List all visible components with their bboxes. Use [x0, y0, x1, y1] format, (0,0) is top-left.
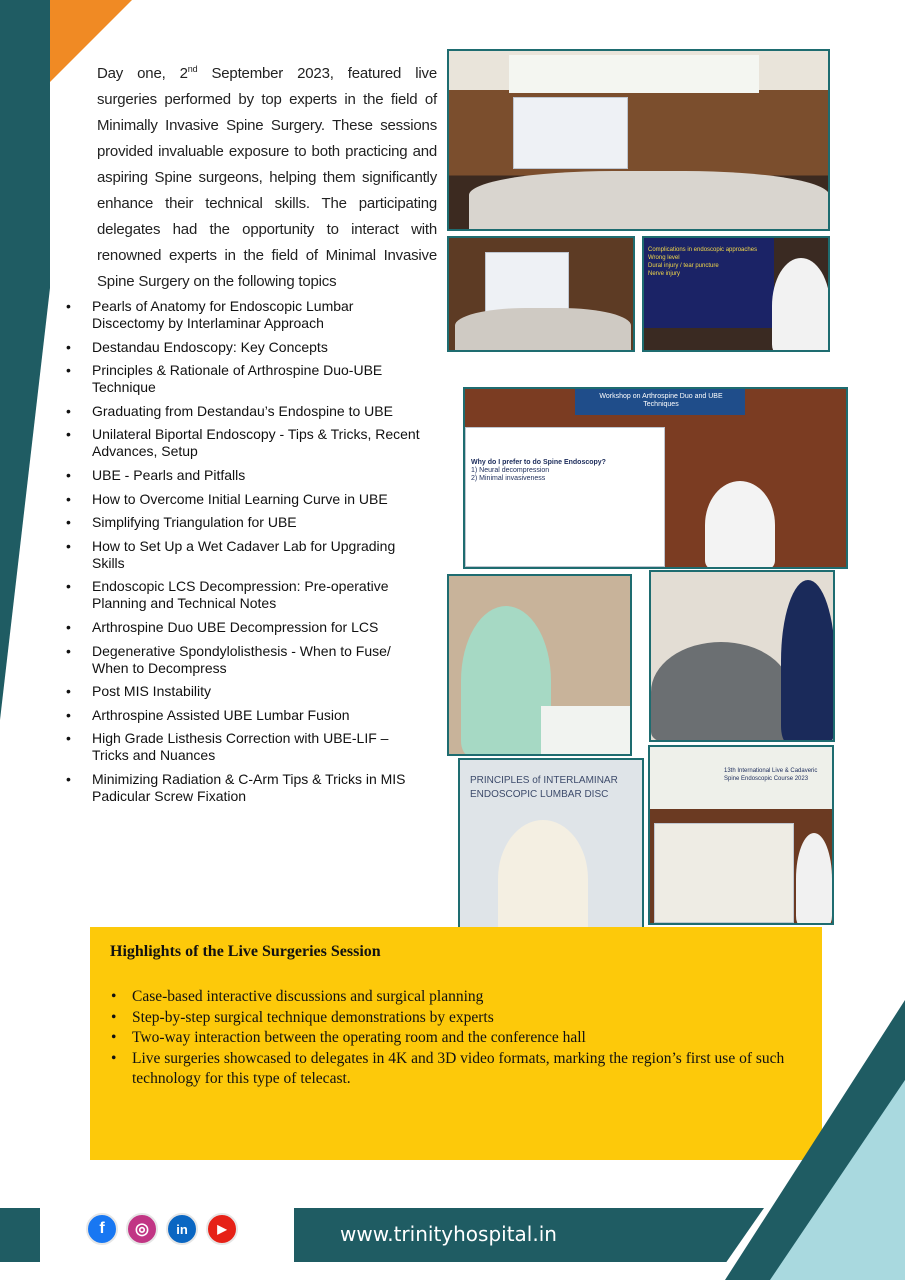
- topic-item: • Arthrospine Assisted UBE Lumbar Fusion: [66, 707, 426, 724]
- course-banner: [509, 55, 759, 93]
- highlight-item: • Live surgeries showcased to delegates in 4K and 3D video formats, marking the region’s first use of such technology for this type of telecast.: [110, 1049, 810, 1090]
- topic-item: • Degenerative Spondylolisthesis - When to Fuse/ When to Decompress: [66, 643, 426, 677]
- topic-item: • How to Set Up a Wet Cadaver Lab for Upgrading Skills: [66, 538, 426, 572]
- presentation-screen: [513, 97, 628, 169]
- photo-small-hall: [447, 236, 635, 352]
- intro-paragraph: Day one, 2nd September 2023, featured live surgeries performed by top experts in the field of Minimally Invasive Spine Surgery. These sessions provided invaluable exposure to both practicing and aspiring Spine surgeons, helping them significantly enhance their technical skills. The participating delegates had the opportunity to interact with renowned experts in the field of Minimal Invasive Spine Surgery on the following topics: [97, 64, 437, 290]
- highlights-list: [110, 987, 810, 1090]
- speaker-with-mic: [498, 820, 588, 937]
- website-link[interactable]: www.trinityhospital.in: [340, 1222, 557, 1246]
- course-banner-text: 13th International Live & Cadaveric Spine Endoscopic Course 2023: [724, 768, 818, 782]
- highlight-item: • Two-way interaction between the operating room and the conference hall: [110, 1028, 810, 1049]
- topic-item: • High Grade Listhesis Correction with UBE-LIF – Tricks and Nuances: [66, 730, 426, 764]
- photo-speaker-dark-slide: [642, 236, 830, 352]
- topic-item: • Pearls of Anatomy for Endoscopic Lumbar Discectomy by Interlaminar Approach: [66, 298, 426, 332]
- highlights-box: [90, 927, 822, 1160]
- topic-item: • Endoscopic LCS Decompression: Pre-operative Planning and Technical Notes: [66, 578, 426, 612]
- footer-left-block: [0, 1208, 40, 1262]
- speaker: [796, 833, 832, 925]
- topics-list: [66, 298, 426, 812]
- highlights-title: Highlights of the Live Surgeries Session: [110, 943, 381, 960]
- presentation-screen: [654, 823, 794, 923]
- topic-item: • Post MIS Instability: [66, 683, 426, 700]
- photo-podium-speaker: [447, 574, 632, 756]
- audience: [651, 642, 791, 742]
- linkedin-icon[interactable]: in: [166, 1213, 198, 1245]
- audience: [455, 308, 631, 352]
- workshop-banner-text: Workshop on Arthrospine Duo and UBE Techniques: [599, 393, 723, 408]
- decor-teal-left: [0, 0, 50, 720]
- social-links: [86, 1213, 238, 1245]
- podium: [541, 706, 631, 756]
- slide2-text: PRINCIPLES of INTERLAMINAR ENDOSCOPIC LUMBAR DISC: [470, 775, 618, 800]
- slide-text: Why do I prefer to do Spine Endoscopy? 1) Neural decompression 2) Minimal invasiveness: [471, 459, 606, 482]
- photo-speaker-slide: [458, 758, 644, 937]
- instagram-icon[interactable]: ◎: [126, 1213, 158, 1245]
- topic-item: • Destandau Endoscopy: Key Concepts: [66, 339, 426, 356]
- photo-course-banner: [648, 745, 834, 925]
- topic-item: • Minimizing Radiation & C-Arm Tips & Tricks in MIS Padicular Screw Fixation: [66, 771, 426, 805]
- speaker: [772, 258, 830, 352]
- speaker: [705, 481, 775, 569]
- presentation-screen: [485, 252, 569, 312]
- facebook-icon[interactable]: f: [86, 1213, 118, 1245]
- topic-item: • Arthrospine Duo UBE Decompression for LCS: [66, 619, 426, 636]
- topic-item: • Unilateral Biportal Endoscopy - Tips & Tricks, Recent Advances, Setup: [66, 426, 426, 460]
- presentation-screen: [465, 427, 665, 567]
- topic-item: • UBE - Pearls and Pitfalls: [66, 467, 426, 484]
- speaker: [461, 606, 551, 756]
- dark-slide-text: Complications in endoscopic approaches Wrong level Dural injury / tear puncture Nerve injury: [648, 247, 758, 277]
- audience: [469, 171, 829, 231]
- photo-workshop-banner: [463, 387, 848, 569]
- photo-audience-question: [649, 570, 835, 742]
- topic-item: • Simplifying Triangulation for UBE: [66, 514, 426, 531]
- youtube-icon[interactable]: ▶: [206, 1213, 238, 1245]
- highlight-item: • Case-based interactive discussions and surgical planning: [110, 987, 810, 1008]
- photo-conference-hall: [447, 49, 830, 231]
- topic-item: • How to Overcome Initial Learning Curve in UBE: [66, 491, 426, 508]
- highlight-item: • Step-by-step surgical technique demonstrations by experts: [110, 1008, 810, 1029]
- topic-item: • Graduating from Destandau’s Endospine to UBE: [66, 403, 426, 420]
- topic-item: • Principles & Rationale of Arthrospine Duo-UBE Technique: [66, 362, 426, 396]
- speaker-with-mic: [781, 580, 835, 742]
